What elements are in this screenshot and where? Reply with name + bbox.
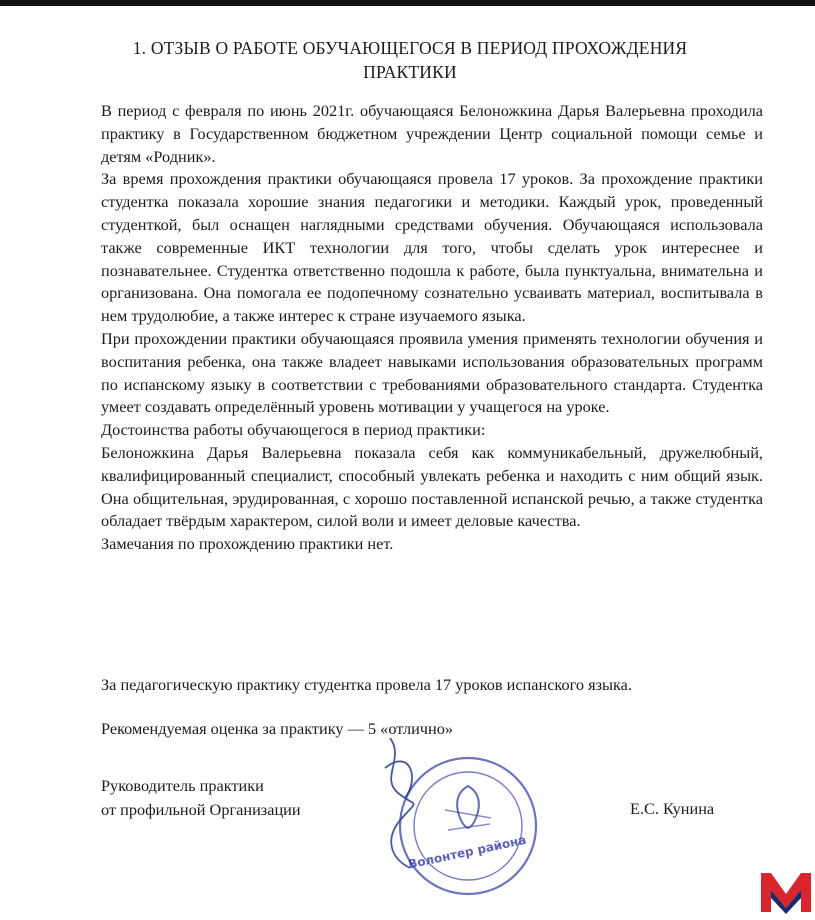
document-title-line-2: ПРАКТИКИ xyxy=(363,62,457,82)
paragraph-merits: Белоножкина Дарья Валерьевна показала себя как коммуникабельный, дружелюбный, квалифицированный специалист, способный увлекать ребенка и находить с ним общий язык. Она общительная, эрудированная, с хорошо поставленной испанской речью, а также студентка обладает твёрдым характером, силой воли и имеет деловые качества. xyxy=(101,442,763,531)
recommended-grade-line: Рекомендуемая оценка за практику — 5 «отлично» xyxy=(101,719,453,738)
lessons-summary-line: За педагогическую практику студентка провела 17 уроков испанского языка. xyxy=(101,675,632,694)
paragraph-skills: При прохождении практики обучающаяся проявила умения применять технологии обучения и воспитания ребенка, она также владеет навыками использования образовательных программ по испанскому языку в соответствии с требованиями образовательного стандарта. Студентка умеет создавать определённый уровень мотивации у учащегося на уроке. xyxy=(101,328,763,417)
supervisor-title-line-2: от профильной Организации xyxy=(101,800,301,819)
m-logo-icon xyxy=(758,868,814,916)
document-body xyxy=(101,100,763,556)
organization-stamp xyxy=(350,738,550,898)
paragraph-remarks: Замечания по прохождению практики нет. xyxy=(101,534,394,554)
top-edge-bar xyxy=(0,0,815,6)
document-title xyxy=(60,36,760,84)
supervisor-name: Е.С. Кунина xyxy=(630,799,715,818)
document-title-line-1: 1. ОТЗЫВ О РАБОТЕ ОБУЧАЮЩЕГОСЯ В ПЕРИОД ПРОХОЖДЕНИЯ xyxy=(132,38,688,58)
paragraph-merits-heading: Достоинства работы обучающегося в период практики: xyxy=(101,420,486,440)
supervisor-title-line-1: Руководитель практики xyxy=(101,776,264,795)
paragraph-lessons: За время прохождения практики обучающаяся провела 17 уроков. За прохождение практики студентка показала хорошие знания педагогики и методики. Каждый урок, проведенный студенткой, был оснащен наглядными средствами обучения. Обучающаяся использовала также современные ИКТ технологии для того, чтобы сделать урок интереснее и познавательнее. Студентка ответственно подошла к работе, была пунктуальна, внимательна и организована. Она помогала ее подопечному сознательно усваивать материал, воспитывала в нем трудолюбие, а также интерес к стране изучаемого языка. xyxy=(101,169,763,326)
stamp-text: Волонтер района xyxy=(406,832,528,872)
paragraph-intro: В период с февраля по июнь 2021г. обучающаяся Белоножкина Дарья Валерьевна проходила практику в Государственном бюджетном учреждении Центр социальной помощи семье и детям «Родник». xyxy=(101,101,763,166)
